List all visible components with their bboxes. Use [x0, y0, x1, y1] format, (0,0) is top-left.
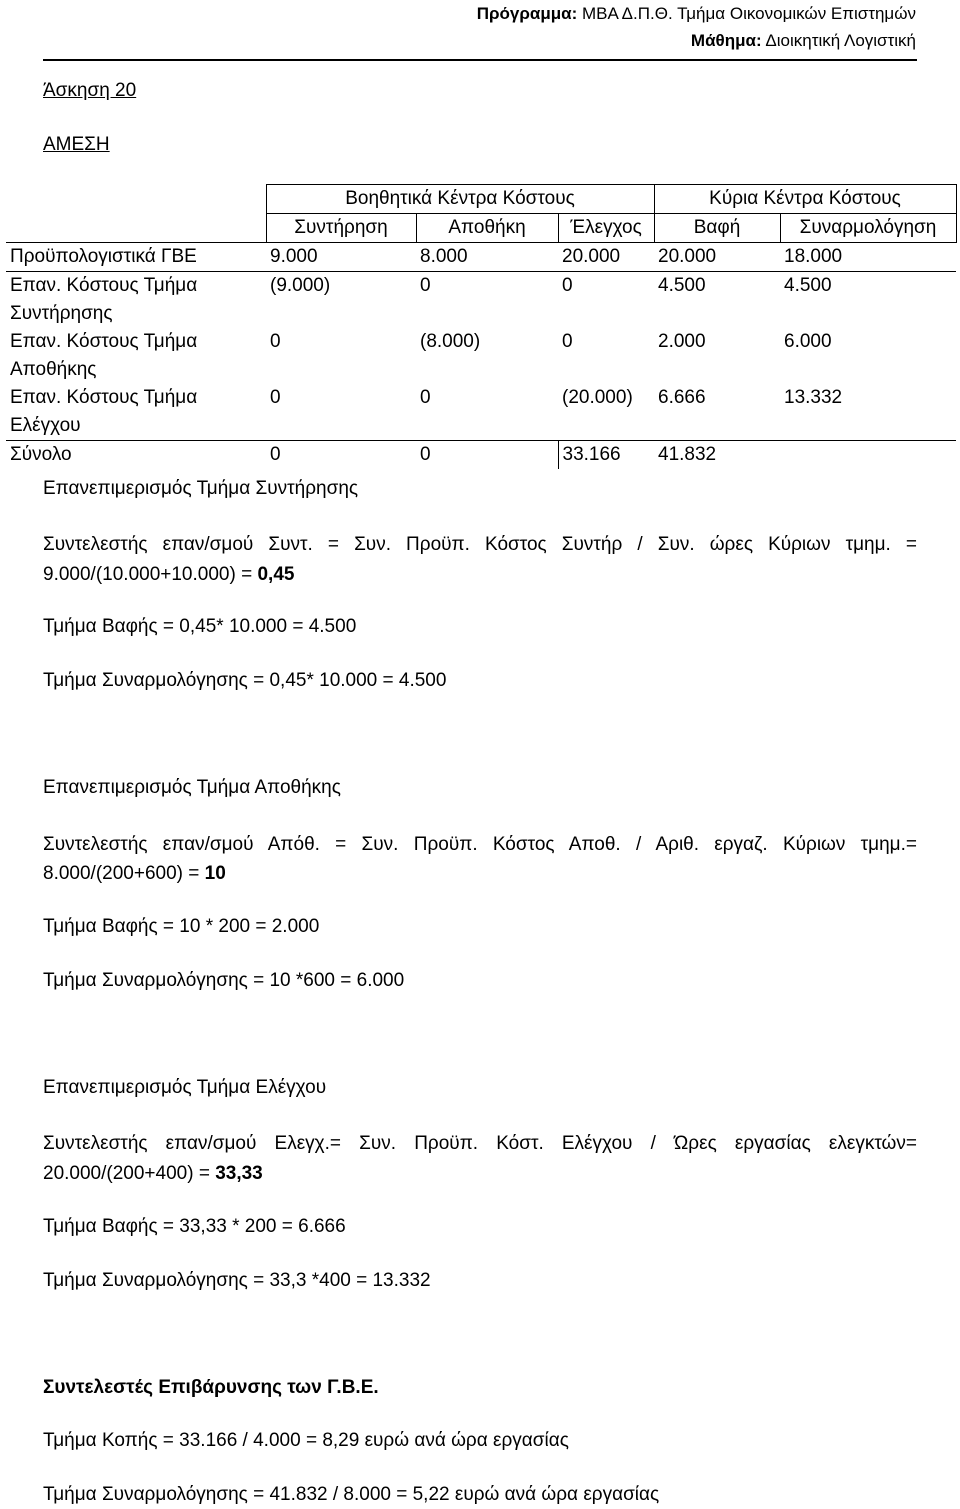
- assembly-allocation-line: Τμήμα Συναρμολόγησης = 33,3 *400 = 13.332: [43, 1270, 431, 1291]
- section-title-warehouse: Επανεπιμερισμός Τμήμα Αποθήκης: [43, 777, 341, 798]
- assembly-rate-line: Τμήμα Συναρμολόγησης = 41.832 / 8.000 = 5,22 ευρώ ανά ώρα εργασίας: [43, 1484, 660, 1505]
- formula-line: Συντελεστής επαν/σμού Απόθ. = Συν. Προϋπ. Κόστος Αποθ. / Αριθ. εργαζ. Κύριων τμημ.=: [43, 834, 917, 855]
- column-header: Αποθήκη: [416, 214, 558, 243]
- cell: (20.000): [562, 387, 633, 408]
- cell: 0: [420, 387, 431, 408]
- allocation-table: [6, 184, 957, 469]
- table-row: [6, 272, 956, 329]
- cell: 41.832: [654, 441, 780, 470]
- paint-allocation-line: Τμήμα Βαφής = 0,45* 10.000 = 4.500: [43, 616, 357, 637]
- method-title: ΑΜΕΣΗ: [43, 134, 110, 155]
- table-row: [6, 384, 956, 441]
- row-label: Επαν. Κόστους Τμήμα Αποθήκης: [10, 331, 198, 380]
- formula-line: Συντελεστής επαν/σμού Συντ. = Συν. Προϋπ. Κόστος Συντήρ / Συν. ώρες Κύριων τμημ. =: [43, 534, 917, 555]
- cell: 13.332: [784, 387, 843, 408]
- row-label: Προϋπολογιστικά ΓΒΕ: [6, 243, 266, 272]
- cell: 0: [562, 331, 573, 352]
- row-label: Επαν. Κόστους Τμήμα Ελέγχου: [10, 387, 198, 436]
- assembly-allocation-line: Τμήμα Συναρμολόγησης = 0,45* 10.000 = 4.500: [43, 670, 447, 691]
- section-title-inspection: Επανεπιμερισμός Τμήμα Ελέγχου: [43, 1077, 327, 1098]
- cell: 33.166: [558, 441, 654, 470]
- paint-allocation-line: Τμήμα Βαφής = 10 * 200 = 2.000: [43, 916, 320, 937]
- formula-line: Συντελεστής επαν/σμού Ελεγχ.= Συν. Προϋπ. Κόστ. Ελέγχου / Ώρες εργασίας ελεγκτών=: [43, 1133, 917, 1154]
- cell: 6.666: [658, 387, 706, 408]
- cell: 0: [270, 331, 281, 352]
- coefficient-result: 0,45: [257, 564, 295, 585]
- page-header: [477, 0, 916, 54]
- cell: (8.000): [420, 331, 481, 352]
- course-line: Μάθημα: Διοικητική Λογιστική: [690, 31, 916, 50]
- exercise-title: Άσκηση 20: [43, 80, 137, 101]
- cell: 0: [266, 441, 416, 470]
- table-row-total: [6, 441, 956, 470]
- cell: 0: [416, 441, 558, 470]
- cell: 0: [558, 272, 654, 329]
- cell: [780, 441, 956, 470]
- coefficient-result: 33,33: [215, 1163, 263, 1184]
- cell: 9.000: [266, 243, 416, 272]
- cell: 18.000: [780, 243, 956, 272]
- coefficient-result: 10: [204, 863, 226, 884]
- section-title-maintenance: Επανεπιμερισμός Τμήμα Συντήρησης: [43, 478, 359, 499]
- table-row: [6, 243, 956, 272]
- program-line: Πρόγραμμα: ΜΒΑ Δ.Π.Θ. Τμήμα Οικονομικών Επιστημών: [476, 4, 916, 23]
- cell: 6.000: [784, 331, 832, 352]
- cell: 0: [416, 272, 558, 329]
- column-header: Συντήρηση: [266, 214, 416, 243]
- cell: 20.000: [654, 243, 780, 272]
- table-group-header-row: [6, 185, 956, 214]
- table-row: [6, 328, 956, 384]
- formula-result-line: 8.000/(200+600) = 10: [43, 863, 226, 884]
- row-label: Επαν. Κόστους Τμήμα Συντήρησης: [6, 272, 266, 329]
- formula-result-line: 9.000/(10.000+10.000) = 0,45: [43, 564, 295, 585]
- header-divider: [43, 59, 917, 61]
- column-header: Βαφή: [654, 214, 780, 243]
- cell: (9.000): [266, 272, 416, 329]
- cell: 2.000: [658, 331, 706, 352]
- cell: 0: [270, 387, 281, 408]
- cell: 4.500: [780, 272, 956, 329]
- column-header: Συναρμολόγηση: [780, 214, 956, 243]
- cutting-rate-line: Τμήμα Κοπής = 33.166 / 4.000 = 8,29 ευρώ ανά ώρα εργασίας: [43, 1430, 569, 1451]
- cell: 8.000: [416, 243, 558, 272]
- row-label: Σύνολο: [6, 441, 266, 470]
- formula-result-line: 20.000/(200+400) = 33,33: [43, 1163, 263, 1184]
- paint-allocation-line: Τμήμα Βαφής = 33,33 * 200 = 6.666: [43, 1216, 346, 1237]
- main-centers-header: Κύρια Κέντρα Κόστους: [654, 185, 956, 214]
- cell: 4.500: [654, 272, 780, 329]
- column-header: Έλεγχος: [558, 214, 654, 243]
- table-column-header-row: [6, 214, 956, 243]
- section-title-overhead-rates: Συντελεστές Επιβάρυνσης των Γ.Β.Ε.: [43, 1377, 379, 1398]
- service-centers-header: Βοηθητικά Κέντρα Κόστους: [266, 185, 654, 214]
- cell: 20.000: [558, 243, 654, 272]
- assembly-allocation-line: Τμήμα Συναρμολόγησης = 10 *600 = 6.000: [43, 970, 405, 991]
